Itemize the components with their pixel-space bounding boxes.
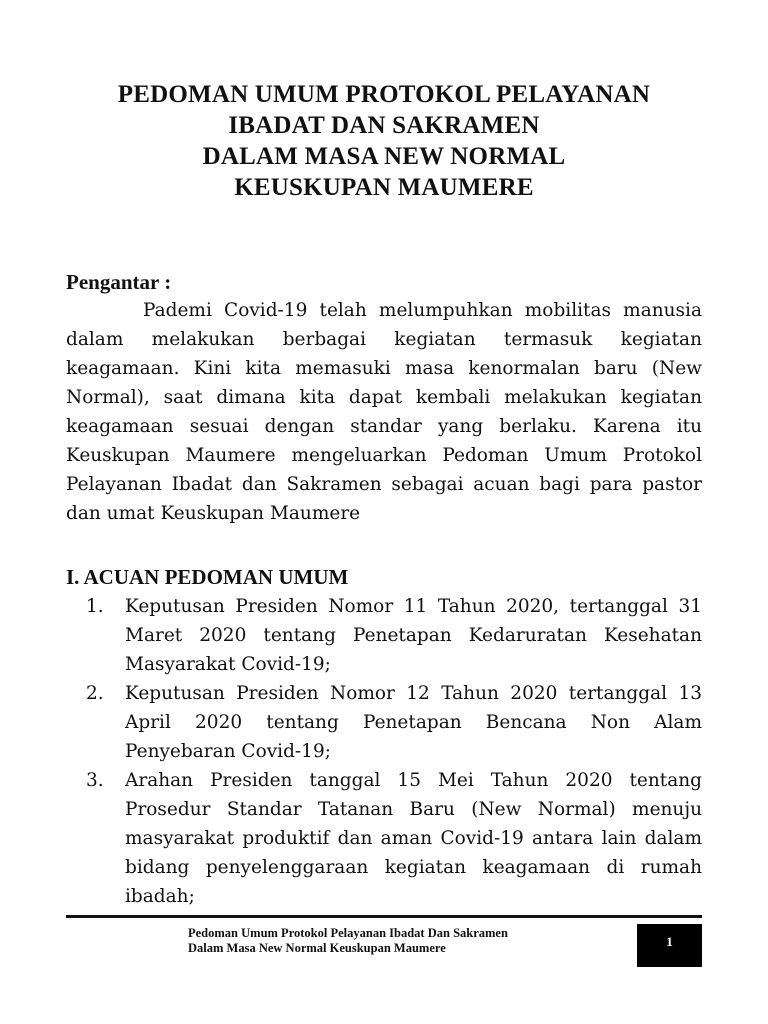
intro-paragraph: Pademi Covid-19 telah melumpuhkan mobilitas manusia dalam melakukan berbagai kegiatan termasuk kegiatan keagamaan. Kini kita memasuki masa kenormalan baru (New Normal), saat dimana kita dapat kembali melakukan kegiatan keagamaan sesuai dengan standar yang berlaku. Karena itu Keuskupan Maumere mengeluarkan Pedoman Umum Protokol Pelayanan Ibadat dan Sakramen sebagai acuan bagi para pastor dan umat Keuskupan Maumere [66,300,702,524]
document-title [66,79,702,203]
list-item-text: Arahan Presiden tanggal 15 Mei Tahun 2020 tentang Prosedur Standar Tatanan Baru (New Normal) menuju masyarakat produktif dan aman Covid-19 antara lain dalam bidang penyelenggaraan kegiatan keagamaan di rumah ibadah; [125,770,702,907]
intro-heading: Pengantar : [66,270,172,294]
list-item [66,679,702,766]
list-item-text: Keputusan Presiden Nomor 11 Tahun 2020, tertanggal 31 Maret 2020 tentang Penetapan Kedaruratan Kesehatan Masyarakat Covid-19; [125,596,702,675]
title-line-3: DALAM MASA NEW NORMAL [202,143,566,170]
title-line-4: KEUSKUPAN MAUMERE [234,174,534,201]
footer-divider [66,915,702,918]
list-item [66,592,702,679]
list-item-number: 2. [86,683,104,704]
acuan-list [66,592,702,911]
page-number-box [637,924,702,967]
list-item-text: Keputusan Presiden Nomor 12 Tahun 2020 tertanggal 13 April 2020 tentang Penetapan Bencana Non Alam Penyebaran Covid-19; [125,683,702,762]
list-item [66,766,702,911]
title-line-1: PEDOMAN UMUM PROTOKOL PELAYANAN [117,81,651,108]
footer-line-2: Dalam Masa New Normal Keuskupan Maumere [188,941,446,955]
footer-line-1: Pedoman Umum Protokol Pelayanan Ibadat Dan Sakramen [188,926,508,940]
page-number: 1 [666,934,673,949]
footer-text [188,926,618,956]
list-item-number: 3. [86,770,104,791]
list-item-number: 1. [86,596,104,617]
title-line-2: IBADAT DAN SAKRAMEN [228,112,540,139]
section-heading-acuan: I. ACUAN PEDOMAN UMUM [66,565,349,589]
